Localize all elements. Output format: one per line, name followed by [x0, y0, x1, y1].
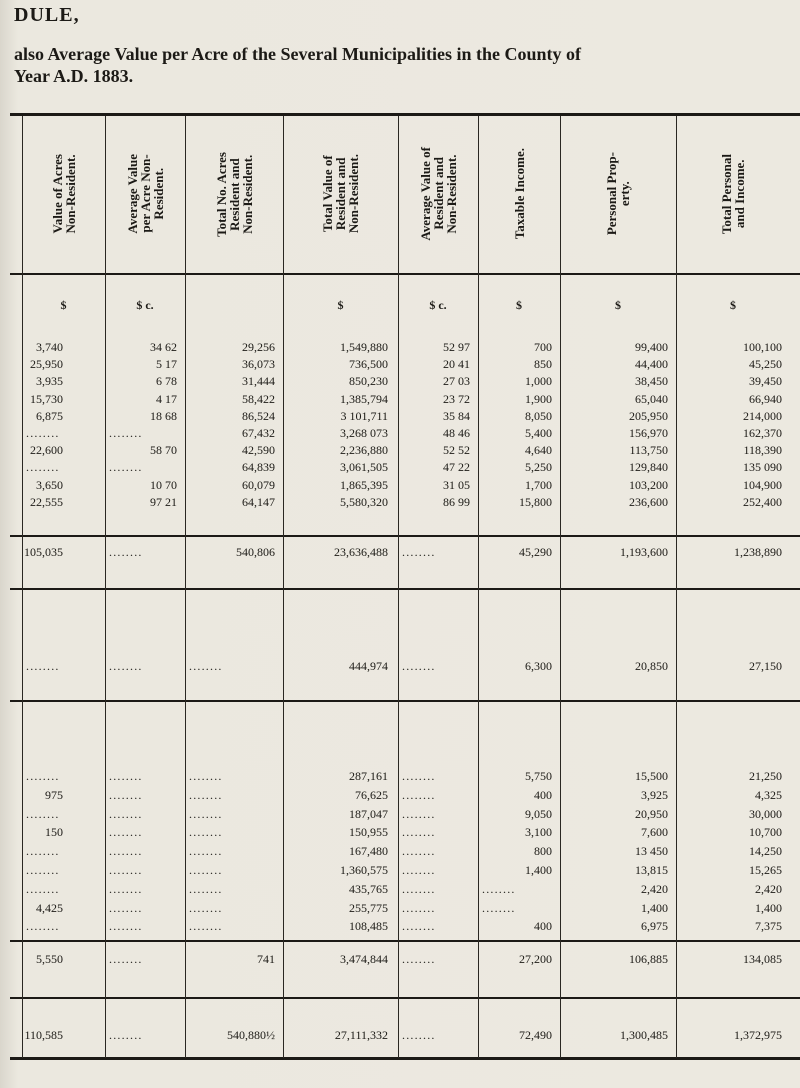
total-cell: 23,636,488 [334, 545, 388, 559]
table-cell: 36,073 [242, 357, 275, 372]
table-cell: 4,425 [36, 900, 63, 915]
grand-total-cell: 1,372,975 [734, 1028, 782, 1042]
column-header [560, 115, 676, 273]
table-cell: 214,000 [743, 408, 782, 423]
table-cell: 255,775 [349, 900, 388, 915]
table-cell: 23 72 [443, 391, 470, 406]
total-cell: ........ [109, 952, 143, 966]
table-cell: ........ [26, 769, 60, 783]
table-cell: 700 [534, 340, 552, 354]
table-cell: 18 68 [150, 408, 177, 423]
column-unit: $ [615, 298, 621, 312]
table-cell: 1,385,794 [340, 391, 388, 406]
table-cell: 13,815 [635, 863, 668, 877]
table-cell: 3,925 [641, 787, 668, 802]
table-cell: 86 99 [443, 494, 470, 509]
table-cell: 800 [534, 844, 552, 859]
table-cell: ........ [402, 825, 436, 840]
table-cell: 3 101,711 [340, 408, 388, 423]
table-cell: 15,800 [519, 494, 552, 509]
table-cell: 7,600 [641, 825, 668, 840]
table-cell: ........ [109, 787, 143, 802]
table-cell: 1,549,880 [340, 340, 388, 354]
table-cell: 104,900 [743, 477, 782, 492]
column-unit: $ [60, 298, 67, 312]
table-cell: 108,485 [349, 919, 388, 934]
total-cell: 741 [257, 952, 275, 966]
table-cell: 15,730 [30, 391, 63, 406]
grand-total-cell: 27,111,332 [334, 1028, 388, 1042]
table-cell: 35 84 [443, 408, 470, 423]
horizontal-rule [10, 273, 800, 275]
table-cell: 1,700 [525, 477, 552, 492]
horizontal-rule [10, 700, 800, 702]
table-cell: 150,955 [349, 825, 388, 840]
table-cell: 8,050 [525, 408, 552, 423]
total-cell: 106,885 [629, 952, 668, 966]
table-cell: 129,840 [629, 460, 668, 475]
table-cell: 103,200 [629, 477, 668, 492]
column-header-label: Total No. Acres Resident and Non-Resident. [213, 151, 255, 237]
table-cell: 2,420 [641, 881, 668, 896]
table-cell: 3,740 [36, 340, 63, 354]
table-cell: ........ [26, 881, 60, 896]
table-cell: ........ [109, 806, 143, 821]
table-cell: ........ [26, 659, 60, 673]
table-cell: ........ [402, 881, 436, 896]
table-cell: 15,500 [635, 769, 668, 783]
table-cell: ........ [189, 900, 223, 915]
table-cell: ........ [26, 919, 60, 934]
table-cell: 5,750 [525, 769, 552, 783]
column-header-label: Value of Acres Non-Resident. [49, 154, 78, 234]
table-cell: 29,256 [242, 340, 275, 354]
table-cell: 400 [534, 787, 552, 802]
table-cell: 7,375 [755, 919, 782, 934]
grand-total-cell: ........ [109, 1028, 143, 1042]
column-header [283, 115, 398, 273]
table-cell: 205,950 [629, 408, 668, 423]
table-cell: 34 62 [150, 340, 177, 354]
column-header-label: Average Value of Resident and Non-Resident. [417, 147, 459, 241]
table-cell: 156,970 [629, 426, 668, 440]
table-cell: 5,250 [525, 460, 552, 475]
table-cell: 6,300 [525, 659, 552, 673]
table-cell: ........ [109, 881, 143, 896]
table-cell: 64,839 [242, 460, 275, 475]
grand-total-cell: 540,880½ [227, 1028, 275, 1042]
table-cell: 67,432 [242, 426, 275, 440]
table-cell: 850,230 [349, 374, 388, 389]
table-cell: 1,400 [525, 863, 552, 877]
column-header-label: Personal Prop- erty. [604, 152, 632, 236]
table-cell: ........ [402, 900, 436, 915]
table-cell: ........ [402, 919, 436, 934]
table-cell: ........ [26, 844, 60, 859]
table-cell: 52 97 [443, 340, 470, 354]
table-cell: 52 52 [443, 443, 470, 458]
column-header [185, 115, 283, 273]
table-cell: 14,250 [749, 844, 782, 859]
heading-description: also Average Value per Acre of the Several Municipalities in the County of [14, 44, 581, 64]
table-cell: 150 [45, 825, 63, 840]
table-cell: 975 [45, 787, 63, 802]
table-cell: 2,236,880 [340, 443, 388, 458]
table-cell: 435,765 [349, 881, 388, 896]
column-header-label: Taxable Income. [511, 148, 527, 240]
table-cell: 287,161 [349, 769, 388, 783]
table-cell: 444,974 [349, 659, 388, 673]
horizontal-rule [10, 940, 800, 942]
table-cell: 20 41 [443, 357, 470, 372]
table-cell: 47 22 [443, 460, 470, 475]
table-cell: 1,000 [525, 374, 552, 389]
table-cell: ........ [189, 769, 223, 783]
table-cell: 97 21 [150, 494, 177, 509]
total-cell: 27,200 [519, 952, 552, 966]
column-header-label: Total Value of Resident and Non-Resident. [320, 154, 361, 234]
table-cell: 30,000 [749, 806, 782, 821]
table-cell: ........ [26, 806, 60, 821]
horizontal-rule [10, 1057, 800, 1060]
table-cell: 400 [534, 919, 552, 934]
horizontal-rule [10, 535, 800, 537]
total-cell: 134,085 [743, 952, 782, 966]
column-header-label: Average Value per Acre Non- Resident. [124, 154, 166, 234]
table-cell: ........ [402, 806, 436, 821]
table-cell: 113,750 [629, 443, 668, 458]
column-unit: $ [337, 298, 344, 312]
column-header [398, 115, 478, 273]
column-unit: $ c. [136, 298, 154, 312]
table-cell: 4,325 [755, 787, 782, 802]
table-cell: 45,250 [749, 357, 782, 372]
table-cell: 60,079 [242, 477, 275, 492]
column-header [105, 115, 185, 273]
table-cell: 3,268 073 [340, 426, 388, 440]
heading-schedule: DULE, [14, 4, 80, 26]
table-cell: 100,100 [743, 340, 782, 354]
table-cell: 850 [534, 357, 552, 372]
table-cell: 4 17 [156, 391, 177, 406]
horizontal-rule [10, 588, 800, 590]
table-cell: ........ [26, 863, 60, 877]
table-cell: 99,400 [635, 340, 668, 354]
horizontal-rule [10, 997, 800, 999]
total-cell: 1,238,890 [734, 545, 782, 559]
table-cell: 5,400 [525, 426, 552, 440]
table-cell: 42,590 [242, 443, 275, 458]
table-cell: 66,940 [749, 391, 782, 406]
table-cell: ........ [109, 844, 143, 859]
table-cell: 3,935 [36, 374, 63, 389]
table-cell: 236,600 [629, 494, 668, 509]
table-cell: ........ [109, 900, 143, 915]
column-header-label: Total Personal and Income. [719, 153, 747, 235]
table-cell: 20,850 [635, 659, 668, 673]
table-cell: ........ [189, 844, 223, 859]
table-cell: ........ [109, 863, 143, 877]
table-cell: 9,050 [525, 806, 552, 821]
table-cell: ........ [402, 659, 436, 673]
grand-total-cell: 72,490 [519, 1028, 552, 1042]
table-cell: ........ [109, 919, 143, 934]
table-cell: 3,100 [525, 825, 552, 840]
table-cell: ........ [482, 881, 516, 896]
total-cell: 540,806 [236, 545, 275, 559]
table-cell: 65,040 [635, 391, 668, 406]
table-cell: ........ [189, 659, 223, 673]
table-cell: 31,444 [242, 374, 275, 389]
column-unit: $ [730, 298, 736, 312]
total-cell: 105,035 [24, 545, 63, 559]
column-header [22, 115, 105, 273]
table-cell: 21,250 [749, 769, 782, 783]
table-cell: ........ [402, 769, 436, 783]
column-header [676, 115, 790, 273]
table-cell: ........ [482, 900, 516, 915]
table-cell: ........ [189, 863, 223, 877]
column-unit: $ [516, 298, 522, 312]
total-cell: 3,474,844 [340, 952, 388, 966]
table-cell: ........ [26, 426, 60, 440]
table-cell: 252,400 [743, 494, 782, 509]
total-cell: ........ [109, 545, 143, 559]
table-cell: 6 78 [156, 374, 177, 389]
table-cell: 135 090 [743, 460, 782, 475]
table-cell: 27 03 [443, 374, 470, 389]
table-cell: 15,265 [749, 863, 782, 877]
table-cell: 20,950 [635, 806, 668, 821]
total-cell: ........ [402, 545, 436, 559]
table-cell: ........ [189, 825, 223, 840]
table-cell: 3,061,505 [340, 460, 388, 475]
table-cell: 1,400 [641, 900, 668, 915]
table-cell: 27,150 [749, 659, 782, 673]
table-cell: 5,580,320 [340, 494, 388, 509]
table-cell: 4,640 [525, 443, 552, 458]
table-cell: 25,950 [30, 357, 63, 372]
total-cell: ........ [402, 952, 436, 966]
table-cell: 10,700 [749, 825, 782, 840]
column-header [478, 115, 560, 273]
table-cell: 1,400 [755, 900, 782, 915]
table-cell: ........ [189, 787, 223, 802]
table-cell: 162,370 [743, 426, 782, 440]
column-unit: $ c. [429, 298, 447, 312]
table-cell: ........ [402, 787, 436, 802]
table-cell: ........ [26, 460, 60, 475]
table-cell: ........ [189, 881, 223, 896]
table-cell: 58,422 [242, 391, 275, 406]
table-cell: 10 70 [150, 477, 177, 492]
table-cell: 5 17 [156, 357, 177, 372]
total-cell: 5,550 [36, 952, 63, 966]
table-cell: 736,500 [349, 357, 388, 372]
table-cell: 86,524 [242, 408, 275, 423]
grand-total-cell: 1,300,485 [620, 1028, 668, 1042]
table-cell: 76,625 [355, 787, 388, 802]
table-cell: 2,420 [755, 881, 782, 896]
total-cell: 1,193,600 [620, 545, 668, 559]
table-cell: 58 70 [150, 443, 177, 458]
table-cell: ........ [109, 426, 143, 440]
table-cell: ........ [109, 825, 143, 840]
table-cell: 3,650 [36, 477, 63, 492]
table-cell: 1,865,395 [340, 477, 388, 492]
table-cell: 167,480 [349, 844, 388, 859]
heading-year: Year A.D. 1883. [14, 66, 134, 86]
table-cell: 22,600 [30, 443, 63, 458]
grand-total-cell: ........ [402, 1028, 436, 1042]
table-cell: 187,047 [349, 806, 388, 821]
table-cell: ........ [189, 919, 223, 934]
table-cell: 39,450 [749, 374, 782, 389]
table-cell: 1,900 [525, 391, 552, 406]
table-cell: ........ [402, 844, 436, 859]
table-cell: 6,875 [36, 408, 63, 423]
table-cell: 6,975 [641, 919, 668, 934]
table-cell: ........ [109, 460, 143, 475]
table-cell: ........ [189, 806, 223, 821]
table-cell: 31 05 [443, 477, 470, 492]
table-cell: 38,450 [635, 374, 668, 389]
table-cell: 44,400 [635, 357, 668, 372]
table-cell: 48 46 [443, 426, 470, 440]
table-cell: 118,390 [743, 443, 782, 458]
table-cell: 64,147 [242, 494, 275, 509]
table-cell: ........ [402, 863, 436, 877]
table-cell: 13 450 [635, 844, 668, 859]
table-cell: 1,360,575 [340, 863, 388, 877]
table-cell: ........ [109, 659, 143, 673]
grand-total-cell: 110,585 [24, 1028, 63, 1042]
table-cell: 22,555 [30, 494, 63, 509]
table-cell: ........ [109, 769, 143, 783]
total-cell: 45,290 [519, 545, 552, 559]
